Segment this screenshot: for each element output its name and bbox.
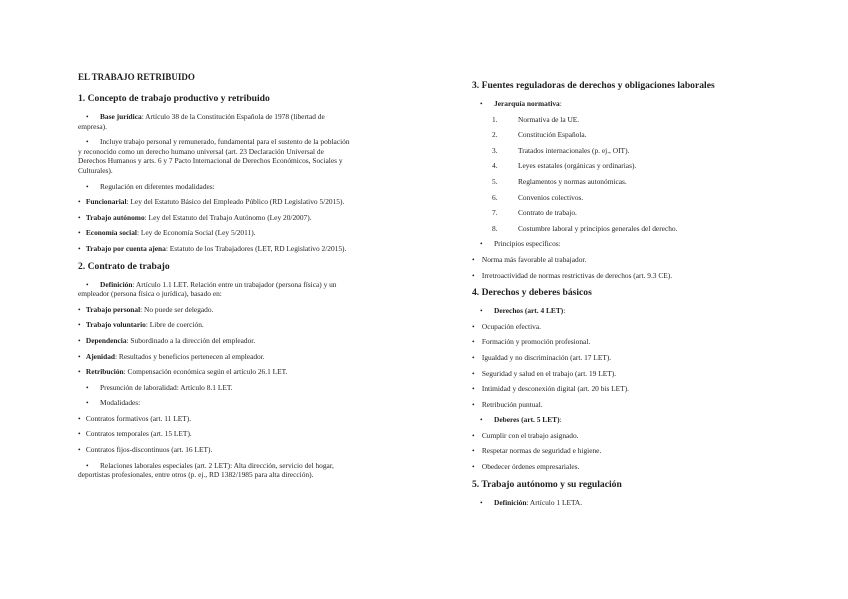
contrato-item: • Contratos formativos (art. 11 LET). [78,413,192,423]
bullet-icon: • [480,306,483,316]
bullet-icon: • [472,446,475,456]
section-2-heading: 2. Contrato de trabajo [78,260,170,272]
section-1 [78,93,350,254]
bullet-icon: • [472,462,475,472]
nota-item: • Ajenidad: Resultados y beneficios pertenecen al empleador. [78,351,265,361]
section-5-heading: 5. Trabajo autónomo y su regulación [472,478,622,490]
section-4-heading: 4. Derechos y deberes básicos [472,287,592,299]
bullet-icon: • [472,368,475,378]
bullet-icon: • [78,367,81,377]
derecho-item: • Igualdad y no discriminación (art. 17 LET). [472,352,612,362]
bullet-icon: • [78,212,81,222]
document-title: EL TRABAJO RETRIBUIDO [78,72,195,82]
derechos-item: • Derechos (art. 4 LET): [472,306,750,316]
jerarquia-list-item: 3. Tratados internacionales (p. ej., OIT). [492,145,630,155]
bullet-icon: • [480,497,483,507]
bullet-icon: • [78,197,81,207]
bullet-icon: • [78,429,81,439]
relaciones-item: • Relaciones laborales especiales (art. 2 LET): Alta dirección, servicio del hogar, deportistas profesionales, entre otros (p. ej., RD 1382/1985 para alta dirección). [78,460,334,480]
modalidad-item: • Funcionarial: Ley del Estatuto Básico del Empleado Público (RD Legislativo 5/2015). [78,197,345,207]
left-column [78,72,350,487]
bullet-icon: • [78,304,81,314]
bullet-icon: • [472,384,475,394]
bullet-icon: • [472,399,475,409]
jerarquia-list-item: 6. Convenios colectivos. [492,192,584,202]
bullet-icon: • [78,228,81,238]
principios-item: • Principios específicos: [472,239,750,249]
bullet-icon: • [472,430,475,440]
contrato-item: • Contratos temporales (art. 15 LET). [78,429,192,439]
section-3 [472,80,750,280]
bullet-icon: • [86,460,89,470]
deber-item: • Respetar normas de seguridad e higiene. [472,446,602,456]
bullet-icon: • [480,239,483,249]
bullet-icon: • [78,320,81,330]
principio-item: • Norma más favorable al trabajador. [472,254,587,264]
bullet-icon: • [78,351,81,361]
bullet-icon: • [472,352,475,362]
bullet-icon: • [78,243,81,253]
definicion-leta-item: • Definición: Artículo 1 LETA. [472,498,750,508]
bullet-icon: • [86,112,89,121]
bullet-icon: • [480,99,483,108]
bullet-icon: • [86,382,89,392]
principio-item: • Irretroactividad de normas restrictivas de derechos (art. 9.3 CE). [472,270,673,280]
bullet-icon: • [472,270,475,280]
bullet-icon: • [480,415,483,425]
regulacion-item: • Regulación en diferentes modalidades: [78,182,350,192]
bullet-icon: • [472,254,475,264]
derecho-item: • Intimidad y desconexión digital (art. 20 bis LET). [472,384,630,394]
definicion-item: • Definición: Artículo 1.1 LET. Relación entre un trabajador (persona física) y un empleador (persona física o jurídica), basado en: [78,279,337,299]
section-2 [78,261,350,480]
bullet-icon: • [78,445,81,455]
bullet-icon: • [78,413,81,423]
derecho-item: • Formación y promoción profesional. [472,337,591,347]
jerarquia-list-item: 5. Reglamentos y normas autonómicas. [492,176,627,186]
bullet-icon: • [78,335,81,345]
right-column [472,80,750,514]
nota-item: • Retribución: Compensación económica según el artículo 26.1 LET. [78,367,288,377]
jerarquia-list-item: 1. Normativa de la UE. [492,114,580,124]
deber-item: • Obedecer órdenes empresariales. [472,462,580,472]
bullet-icon: • [86,181,89,191]
derecho-item: • Retribución puntual. [472,399,543,409]
deber-item: • Cumplir con el trabajo asignado. [472,430,579,440]
jerarquia-list-item: 4. Leyes estatales (orgánicas y ordinarias). [492,161,637,171]
bullet-icon: • [472,321,475,331]
modalidad-item: • Trabajo autónomo: Ley del Estatuto del Trabajo Autónomo (Ley 20/2007). [78,212,312,222]
bullet-icon: • [86,279,89,289]
section-1-heading: 1. Concepto de trabajo productivo y retribuido [78,93,270,104]
derecho-item: • Ocupación efectiva. [472,321,541,331]
nota-item: • Dependencia: Subordinado a la dirección del empleador. [78,335,256,345]
jerarquia-item: • Jerarquía normativa: [472,99,750,109]
jerarquia-list-item: 8. Costumbre laboral y principios generales del derecho. [492,223,678,233]
bullet-icon: • [86,137,89,147]
bullet-icon: • [472,337,475,347]
section-5 [472,479,750,508]
section-3-heading: 3. Fuentes reguladoras de derechos y obligaciones laborales [472,80,715,91]
jerarquia-list-item: 7. Contrato de trabajo. [492,208,577,218]
modalidades-item: • Modalidades: [78,398,350,408]
bullet-icon: • [86,398,89,408]
presuncion-item: • Presunción de laboralidad: Artículo 8.1 LET. [78,383,350,393]
modalidad-item: • Trabajo por cuenta ajena: Estatuto de los Trabajadores (LET, RD Legislativo 2/2015). [78,243,347,253]
deberes-item: • Deberes (art. 5 LET): [472,415,750,425]
jerarquia-list-item: 2. Constitución Española. [492,130,587,140]
derecho-item: • Seguridad y salud en el trabajo (art. 19 LET). [472,368,617,378]
nota-item: • Trabajo voluntario: Libre de coerción. [78,320,204,330]
incluye-item: • Incluye trabajo personal y remunerado, fundamental para el sustento de la población y reconocido como un derecho humano universal (art. 23 Declaración Universal de Derechos Humanos y arts. 6 y 7 Pacto Internacional de Derechos Económicos, Sociales y Culturales). [78,137,350,175]
contrato-item: • Contratos fijos-discontinuos (art. 16 LET). [78,445,213,455]
modalidad-item: • Economía social: Ley de Economía Social (Ley 5/2011). [78,228,256,238]
nota-item: • Trabajo personal: No puede ser delegado. [78,304,214,314]
section-4 [472,287,750,472]
base-juridica-item: • Base jurídica: Artículo 38 de la Constitución Española de 1978 (libertad de empresa). [78,112,325,131]
